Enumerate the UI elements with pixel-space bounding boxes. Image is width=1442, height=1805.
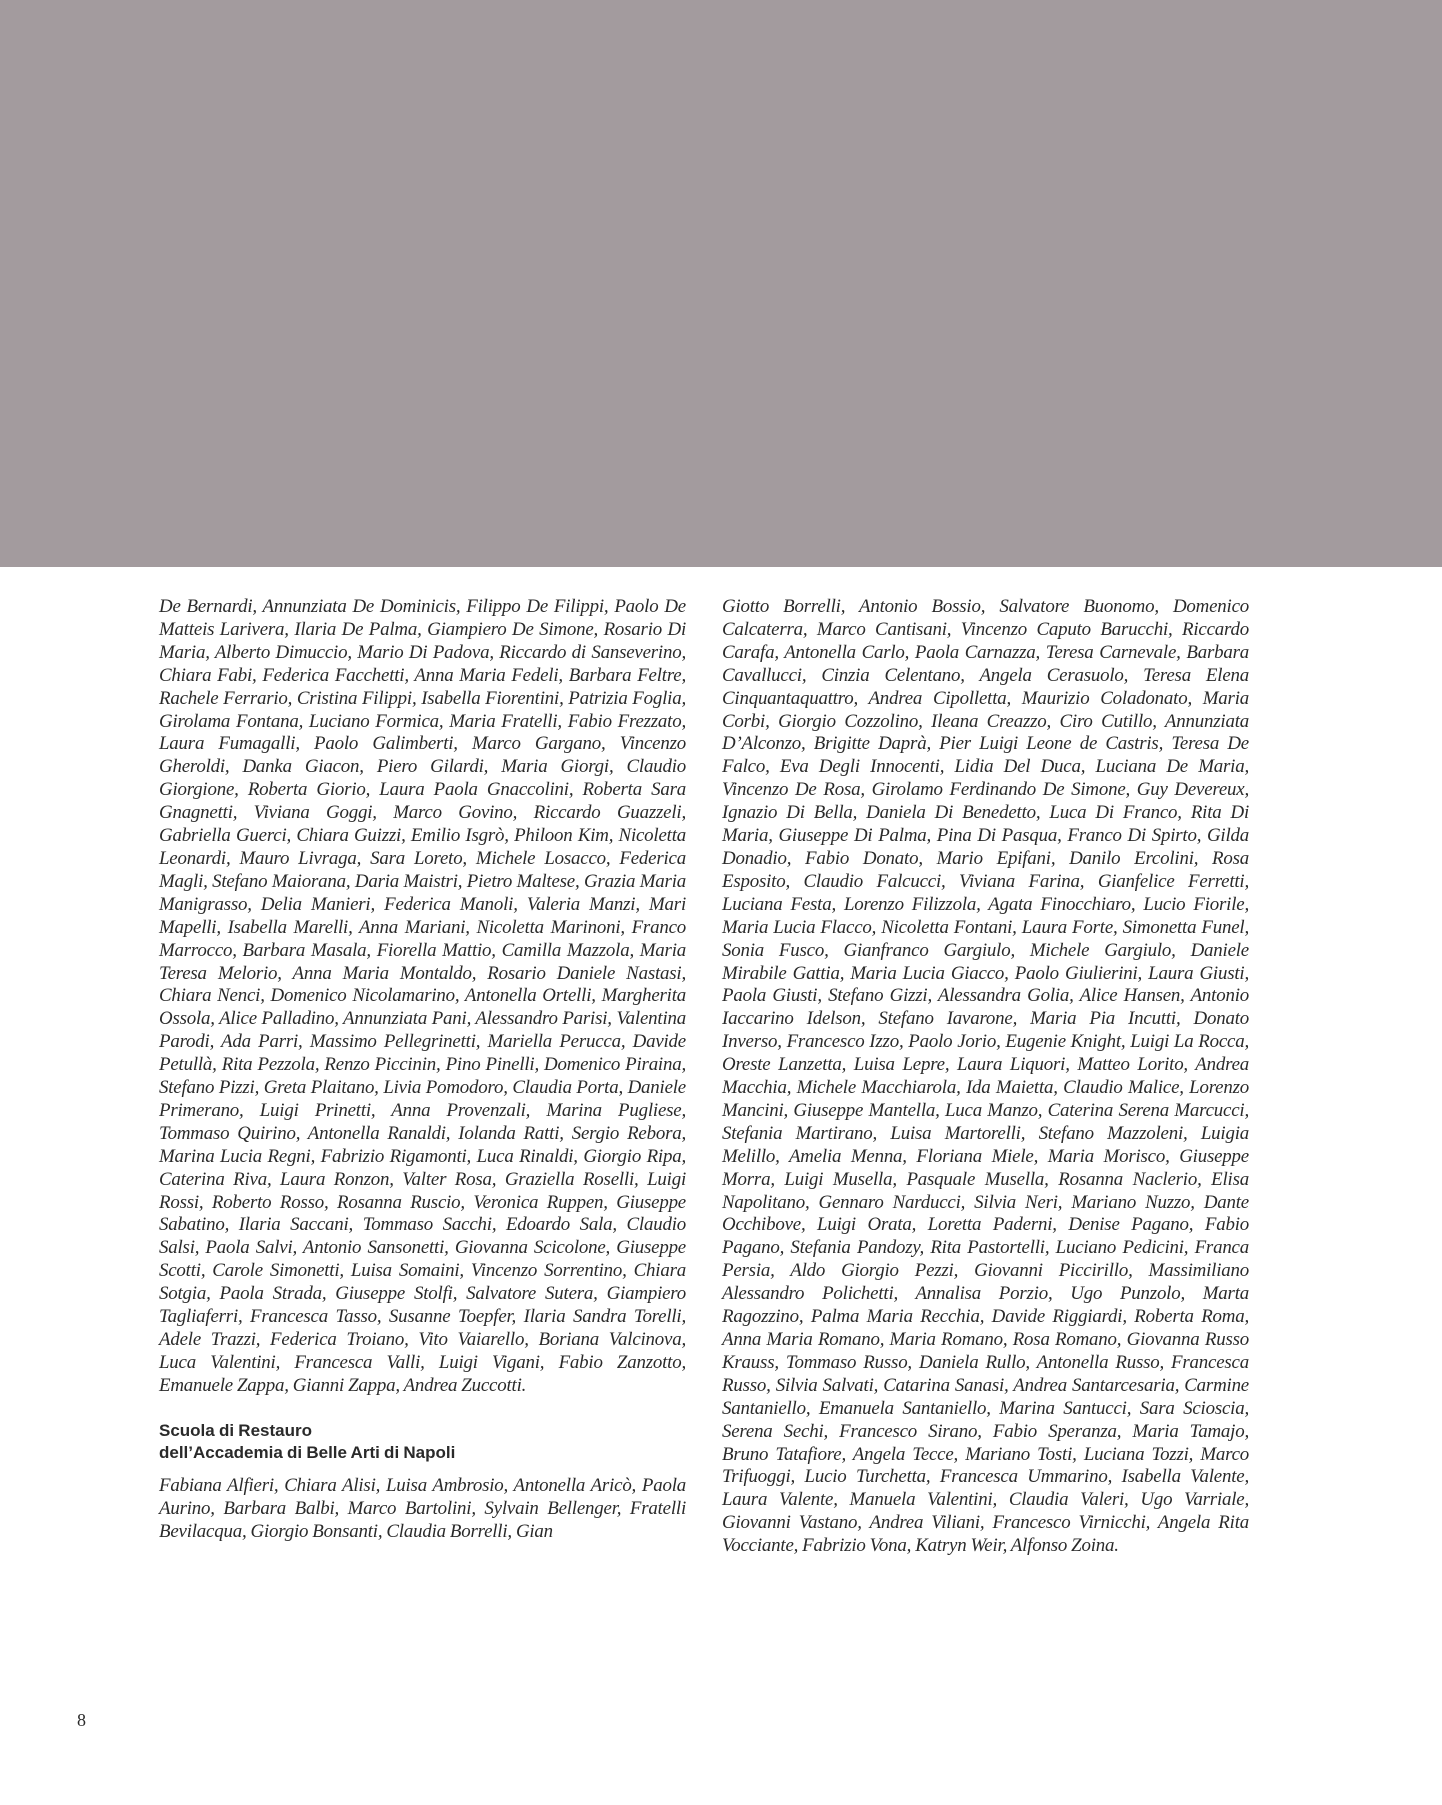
section-paragraph-continued: Giotto Borrelli, Antonio Bossio, Salvatore Buonomo, Domenico Calcaterra, Marco Cantisani, Vincenzo Caputo Barucchi, Riccardo Carafa, Antonella Carlo, Paola Carnazza, Teresa Carnevale, Barbara Cavallucci, Cinzia Celentano, Angela Cerasuolo, Teresa Elena Cinquantaquattro, Andrea Cipolletta, Maurizio Coladonato, Maria Corbi, Giorgio Cozzolino, Ileana Creazzo, Ciro Cutillo, Annunziata D’Alconzo, Brigitte Daprà, Pier Luigi Leone de Castris, Teresa De Falco, Eva Degli Innocenti, Lidia Del Duca, Luciana De Maria, Vincenzo De Rosa, Girolamo Ferdinando De Simone, Guy Devereux, Ignazio Di Bella, Daniela Di Benedetto, Luca Di Franco, Rita Di Maria, Giuseppe Di Palma, Pina Di Pasqua, Franco Di Spirto, Gilda Donadio, Fabio Donato, Mario Epifani, Danilo Ercolini, Rosa Esposito, Claudio Falcucci, Viviana Farina, Gianfelice Ferretti, Luciana Festa, Lorenzo Filizzola, Agata Finocchiaro, Lucio Fiorile, Maria Lucia Flacco, Nicoletta Fontani, Laura Forte, Simonetta Funel, Sonia Fusco, Gianfranco Gargiulo, Michele Gargiulo, Daniele Mirabile Gattia, Maria Lucia Giacco, Paolo Giulierini, Laura Giusti, Paola Giusti, Stefano Gizzi, Alessandra Golia, Alice Hansen, Antonio Iaccarino Idelson, Stefano Iavarone, Maria Pia Incutti, Donato Inverso, Francesco Izzo, Paolo Jorio, Eugenie Knight, Luigi La Rocca, Oreste Lanzetta, Luisa Lepre, Laura Liquori, Matteo Lorito, Andrea Macchia, Michele Macchiarola, Ida Maietta, Claudio Malice, Lorenzo Mancini, Giuseppe Mantella, Luca Manzo, Caterina Serena Marcucci, Stefania Martirano, Luisa Martorelli, Stefano Mazzoleni, Luigia Melillo, Amelia Menna, Floriana Miele, Maria Morisco, Giuseppe Morra, Luigi Musella, Pasquale Musella, Rosanna Naclerio, Elisa Napolitano, Gennaro Narducci, Silvia Neri, Mariano Nuzzo, Dante Occhibove, Luigi Orata, Loretta Paderni, Denise Pagano, Fabio Pagano, Stefania Pandozy, Rita Pastortelli, Luciano Pedicini, Franca Persia, Aldo Giorgio Pezzi, Giovanni Piccirillo, Massimiliano Alessandro Polichetti, Annalisa Porzio, Ugo Punzolo, Marta Ragozzino, Palma Maria Recchia, Davide Riggiardi, Roberta Roma, Anna Maria Romano, Maria Romano, Rosa Romano, Giovanna Russo Krauss, Tommaso Russo, Daniela Rullo, Antonella Russo, Francesca Russo, Silvia Salvati, Catarina Sanasi, Andrea Santarcesaria, Carmine Santaniello, Emanuela Santaniello, Marina Santucci, Sara Scioscia, Serena Sechi, Francesco Sirano, Fabio Speranza, Maria Tamajo, Bruno Tatafiore, Angela Tecce, Mariano Tosti, Luciana Tozzi, Marco Trifuoggi, Lucio Turchetta, Francesca Ummarino, Isabella Valente, Laura Valente, Manuela Valentini, Claudia Valeri, Ugo Varriale, Giovanni Vastano, Andrea Viliani, Francesco Virnicchi, Angela Rita Vocciante, Fabrizio Vona, Katryn Weir, Alfonso Zoina.	[722, 596, 1249, 1557]
section-paragraph-start: Fabiana Alfieri, Chiara Alisi, Luisa Ambrosio, Antonella Aricò, Paola Aurino, Barbara Balbi, Marco Bartolini, Sylvain Bellenger, Fratelli Bevilacqua, Giorgio Bonsanti, Claudia Borrelli, Gian	[159, 1474, 686, 1542]
header-banner	[0, 0, 1442, 567]
right-column	[722, 596, 1249, 1558]
section-heading	[159, 1420, 686, 1464]
section-heading-line-2: dell’Accademia di Belle Arti di Napoli	[159, 1442, 456, 1462]
left-column	[159, 596, 686, 1543]
section-heading-line-1: Scuola di Restauro	[159, 1420, 312, 1440]
page-number: 8	[77, 1710, 86, 1730]
names-paragraph: De Bernardi, Annunziata De Dominicis, Filippo De Filippi, Paolo De Matteis Larivera, Ilaria De Palma, Giampiero De Simone, Rosario Di Maria, Alberto Dimuccio, Mario Di Padova, Riccardo di Sanseverino, Chiara Fabi, Federica Facchetti, Anna Maria Fedeli, Barbara Feltre, Rachele Ferrario, Cristina Filippi, Isabella Fiorentini, Patrizia Foglia, Girolama Fontana, Luciano Formica, Maria Fratelli, Fabio Frezzato, Laura Fumagalli, Paolo Galimberti, Marco Gargano, Vincenzo Gheroldi, Danka Giacon, Piero Gilardi, Maria Giorgi, Claudio Giorgione, Roberta Giorio, Laura Paola Gnaccolini, Roberta Sara Gnagnetti, Viviana Goggi, Marco Govino, Riccardo Guazzeli, Gabriella Guerci, Chiara Guizzi, Emilio Isgrò, Philoon Kim, Nicoletta Leonardi, Mauro Livraga, Sara Loreto, Michele Losacco, Federica Magli, Stefano Maiorana, Daria Maistri, Pietro Maltese, Grazia Maria Manigrasso, Delia Manieri, Federica Manoli, Valeria Manzi, Mari Mapelli, Isabella Marelli, Anna Mariani, Nicoletta Marinoni, Franco Marrocco, Barbara Masala, Fiorella Mattio, Camilla Mazzola, Maria Teresa Melorio, Anna Maria Montaldo, Rosario Daniele Nastasi, Chiara Nenci, Domenico Nicolamarino, Antonella Ortelli, Margherita Ossola, Alice Palladino, Annunziata Pani, Alessandro Parisi, Valentina Parodi, Ada Parri, Massimo Pellegrinetti, Mariella Perucca, Davide Petullà, Rita Pezzola, Renzo Piccinin, Pino Pinelli, Domenico Piraina, Stefano Pizzi, Greta Plaitano, Livia Pomodoro, Claudia Porta, Daniele Primerano, Luigi Prinetti, Anna Provenzali, Marina Pugliese, Tommaso Quirino, Antonella Ranaldi, Iolanda Ratti, Sergio Rebora, Marina Lucia Regni, Fabrizio Rigamonti, Luca Rinaldi, Giorgio Ripa, Caterina Riva, Laura Ronzon, Valter Rosa, Graziella Roselli, Luigi Rossi, Roberto Rosso, Rosanna Ruscio, Veronica Ruppen, Giuseppe Sabatino, Ilaria Saccani, Tommaso Sacchi, Edoardo Sala, Claudio Salsi, Paola Salvi, Antonio Sansonetti, Giovanna Scicolone, Giuseppe Scotti, Carole Simonetti, Luisa Somaini, Vincenzo Sorrentino, Chiara Sotgia, Paola Strada, Giuseppe Stolfi, Salvatore Sutera, Giampiero Tagliaferri, Francesca Tasso, Susanne Toepfer, Ilaria Sandra Torelli, Adele Trazzi, Federica Troiano, Vito Vaiarello, Boriana Valcinova, Luca Valentini, Francesca Valli, Luigi Vigani, Fabio Zanzotto, Emanuele Zappa, Gianni Zappa, Andrea Zuccotti.	[159, 596, 686, 1396]
